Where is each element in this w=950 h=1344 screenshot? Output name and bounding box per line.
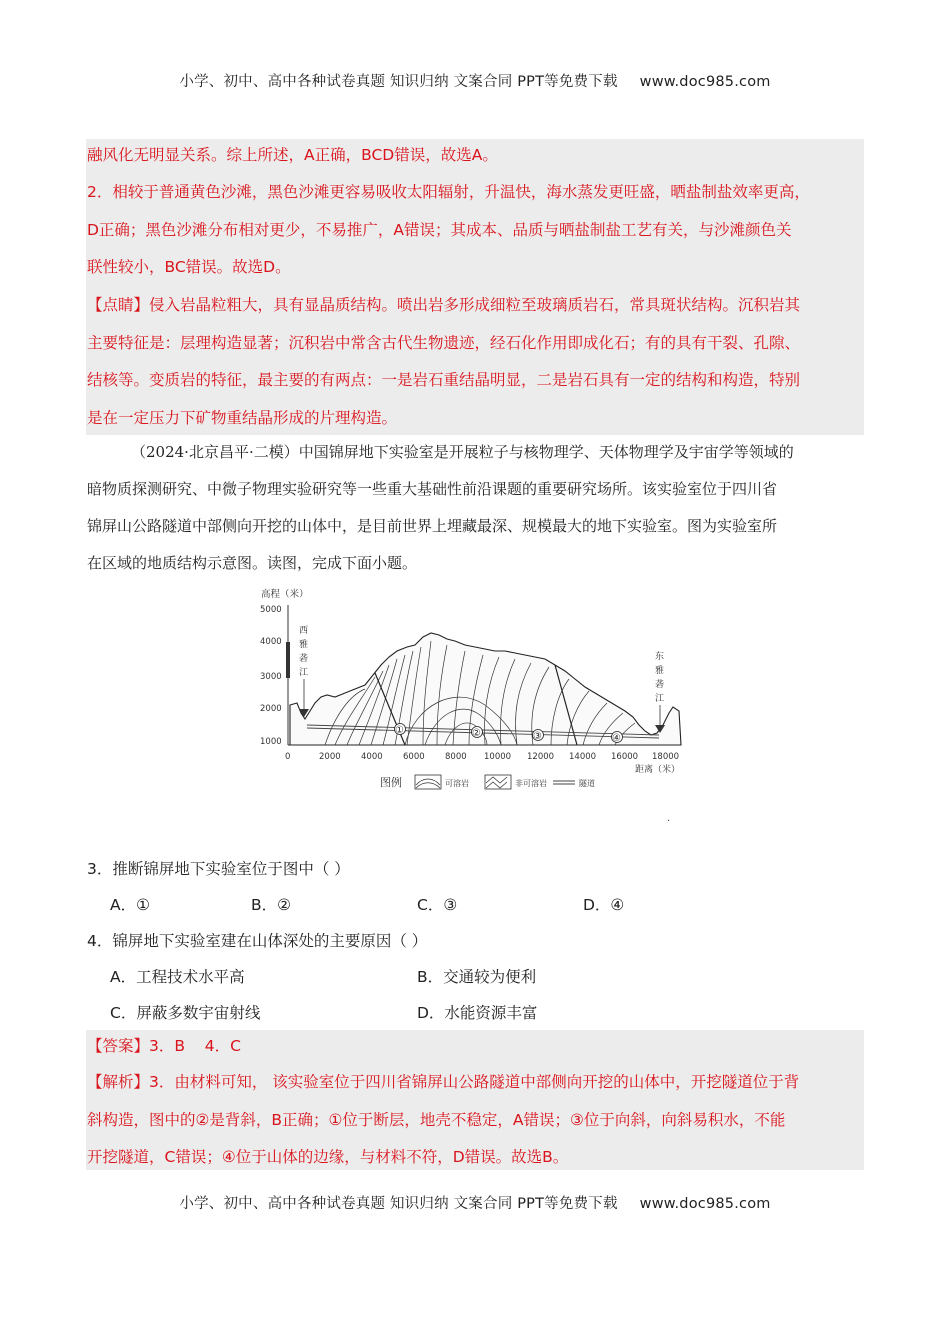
marker-3: ③	[533, 731, 542, 742]
tip-line: 结核等。变质岩的特征，最主要的有两点：一是岩石重结晶明显，二是岩石具有一定的结构和构造，特别	[87, 371, 801, 390]
answer-q2	[87, 174, 863, 287]
x-tick: 4000	[361, 752, 383, 762]
river-west-char: 雅	[299, 640, 309, 650]
tip-block	[87, 287, 863, 438]
page-footer	[0, 1192, 950, 1213]
river-east-char: 江	[655, 694, 665, 704]
q3-option-b[interactable]: B．②	[251, 896, 292, 914]
x-tick: 16000	[611, 752, 639, 762]
x-tick: 6000	[403, 752, 425, 762]
tip-label: 【点睛】	[87, 296, 150, 314]
q2-line: 联性较小，BC错误。故选D。	[87, 258, 291, 277]
analysis-block	[87, 1064, 863, 1177]
y-axis-title: 高程（米）	[261, 589, 309, 600]
y-tick: 5000	[260, 605, 282, 615]
x-tick: 8000	[445, 752, 467, 762]
x-tick: 0	[285, 752, 291, 762]
q3-option-c[interactable]: C．③	[417, 896, 458, 914]
q4-option-b[interactable]: B．交通较为便利	[417, 968, 537, 986]
question-3-stem: 3．推断锦屏地下实验室位于图中（ ）	[87, 860, 350, 878]
x-tick: 12000	[527, 752, 555, 762]
x-tick: 18000	[652, 752, 680, 762]
river-east-char: 雅	[655, 666, 665, 676]
answer-line-1: 融风化无明显关系。综上所述，A正确，BCD错误，故选A。	[87, 146, 498, 164]
footer-text: 小学、初中、高中各种试卷真题 知识归纳 文案合同 PPT等免费下载	[179, 1196, 618, 1212]
river-west-char: 西	[299, 626, 309, 636]
question-intro	[87, 434, 861, 582]
header-site: www.doc985.com	[639, 74, 771, 90]
intro-line: 暗物质探测研究、中微子物理实验研究等一些重大基础性前沿课题的重要研究场所。该实验室位于四川省	[87, 480, 778, 498]
river-west-char: 砻	[299, 654, 309, 664]
q4-option-d[interactable]: D．水能资源丰富	[417, 1004, 538, 1022]
answer-line	[87, 1028, 863, 1066]
y-tick: 1000	[260, 737, 282, 747]
analysis-line: 开挖隧道，C错误；④位于山体的边缘，与材料不符，D错误。故选B。	[87, 1148, 569, 1167]
y-tick: 2000	[260, 704, 282, 714]
x-tick: 14000	[569, 752, 597, 762]
y-tick: 3000	[260, 672, 282, 682]
legend-soluble: 可溶岩	[445, 779, 469, 788]
answer-text: 3．B 4．C	[149, 1037, 241, 1055]
page-header	[0, 70, 950, 91]
analysis-label: 【解析】	[87, 1073, 150, 1091]
geology-cross-section-figure	[255, 585, 695, 800]
legend-insoluble: 非可溶岩	[515, 779, 547, 788]
footer-site: www.doc985.com	[639, 1196, 771, 1212]
q2-line: 2．相较于普通黄色沙滩，黑色沙滩更容易吸收太阳辐射，升温快，海水蒸发更旺盛，晒盐制盐效率更高，	[87, 183, 810, 201]
answer-label: 【答案】	[87, 1037, 150, 1055]
stray-dot: .	[667, 813, 671, 824]
intro-line: 在区域的地质结构示意图。读图，完成下面小题。	[87, 554, 418, 572]
marker-1: ①	[395, 725, 404, 736]
tip-line: 主要特征是：层理构造显著；沉积岩中常含古代生物遗迹，经石化作用即成化石；有的具有干裂、孔隙、	[87, 333, 801, 352]
intro-line: （2024·北京昌平·二模）中国锦屏地下实验室是开展粒子与核物理学、天体物理学及宇宙学等领域的	[131, 443, 794, 461]
river-east-char: 东	[655, 652, 665, 662]
q3-option-a[interactable]: A．①	[110, 896, 150, 914]
q2-line: D正确；黑色沙滩分布相对更少，不易推广，A错误；其成本、品质与晒盐制盐工艺有关，与沙滩颜色关	[87, 220, 792, 239]
x-tick: 2000	[319, 752, 341, 762]
x-tick: 10000	[484, 752, 512, 762]
question-4-stem: 4．锦屏地下实验室建在山体深处的主要原因（ ）	[87, 932, 428, 950]
tip-line: 是在一定压力下矿物重结晶形成的片理构造。	[87, 409, 398, 428]
analysis-line: 斜构造，图中的②是背斜，B正确；①位于断层，地壳不稳定，A错误；③位于向斜，向斜易积水，不能	[87, 1110, 786, 1129]
header-text: 小学、初中、高中各种试卷真题 知识归纳 文案合同 PPT等免费下载	[179, 74, 618, 90]
marker-4: ④	[612, 733, 621, 744]
tip-line: 侵入岩晶粒粗大，具有显晶质结构。喷出岩多形成细粒至玻璃质岩石，常具斑状结构。沉积岩其	[149, 296, 801, 314]
river-east-char: 砻	[655, 680, 665, 690]
q4-option-a[interactable]: A．工程技术水平高	[110, 968, 245, 986]
analysis-line: 3．由材料可知， 该实验室位于四川省锦屏山公路隧道中部侧向开挖的山体中，开挖隧道位于背	[149, 1073, 800, 1091]
x-axis-title: 距离（米）	[635, 765, 681, 775]
marker-2: ②	[472, 728, 481, 739]
q4-option-c[interactable]: C．屏蔽多数宇宙射线	[110, 1004, 261, 1022]
legend-title: 图例	[380, 776, 402, 789]
q3-option-d[interactable]: D．④	[583, 896, 625, 914]
legend-tunnel: 隧道	[579, 779, 595, 788]
river-west-char: 江	[299, 668, 309, 678]
intro-line: 锦屏山公路隧道中部侧向开挖的山体中，是目前世界上埋藏最深、规模最大的地下实验室。图为实验室所	[87, 517, 778, 535]
y-tick: 4000	[260, 637, 282, 647]
